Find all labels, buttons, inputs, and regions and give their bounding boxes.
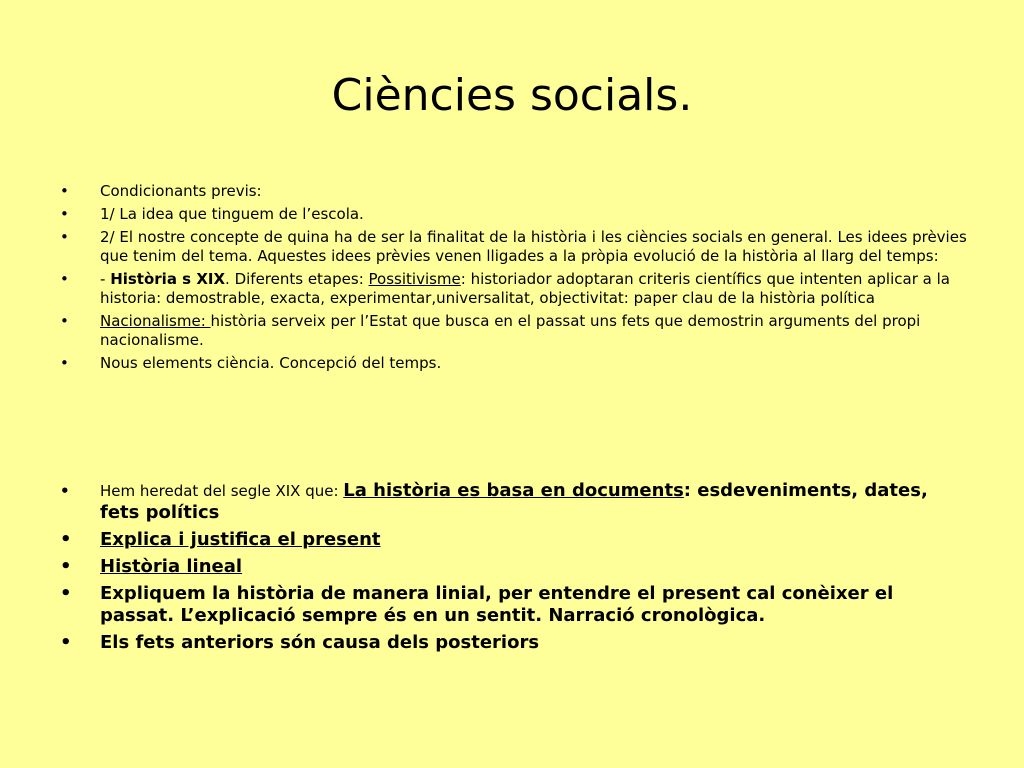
- bullet-icon: •: [60, 529, 72, 550]
- bullet-icon: •: [60, 228, 69, 246]
- list-item: [60, 480, 970, 524]
- item-underlined-term: La història es basa en documents: [343, 480, 684, 501]
- bullet-icon: •: [60, 270, 69, 288]
- item-text: Condicionants previs:: [100, 182, 262, 200]
- bullet-icon: •: [60, 205, 69, 223]
- item-bold-term: Història s XIX: [110, 270, 226, 288]
- bullet-icon: •: [60, 312, 69, 330]
- item-lead-text: Hem heredat del segle XIX que:: [100, 482, 344, 500]
- list-item: [60, 583, 970, 627]
- list-item: [60, 270, 970, 308]
- bullet-icon: •: [60, 482, 70, 500]
- item-prefix: -: [100, 270, 111, 288]
- list-item: [60, 312, 970, 350]
- item-text: 2/ El nostre concepte de quina ha de ser la finalitat de la història i les ciències socials en general. Les idees prèvies que tenim del tema. Aquestes idees prèvies venen lligades a la pròpia evolució de la història al llarg del temps:: [100, 228, 967, 265]
- bullet-icon: •: [60, 556, 72, 577]
- item-text: Nous elements ciència. Concepció del temps.: [100, 354, 442, 372]
- item-text: Els fets anteriors són causa dels posteriors: [100, 632, 540, 653]
- bullet-icon: •: [60, 583, 72, 604]
- list-item: [60, 556, 970, 578]
- item-underlined-term: Possitivisme: [368, 270, 461, 288]
- bullet-icon: •: [60, 354, 69, 372]
- list-item: [60, 228, 970, 266]
- bullet-list-conditions: [60, 182, 970, 377]
- item-rest-text: història serveix per l’Estat que busca en el passat uns fets que demostrin arguments del propi nacionalisme.: [100, 312, 921, 349]
- list-item: [60, 529, 970, 551]
- item-underlined-term: Explica i justifica el present: [100, 529, 381, 550]
- list-item: [60, 632, 970, 654]
- list-item: [60, 205, 970, 224]
- bullet-icon: •: [60, 182, 69, 200]
- item-underlined-term: Història lineal: [100, 556, 243, 577]
- item-rest-text: : esdeveniments, dates, fets polítics: [100, 480, 928, 523]
- item-text: 1/ La idea que tinguem de l’escola.: [100, 205, 364, 223]
- item-underlined-term: Nacionalisme:: [100, 312, 211, 330]
- bullet-icon: •: [60, 632, 72, 653]
- bullet-list-inheritance: [60, 480, 970, 659]
- item-text: Expliquem la història de manera linial, per entendre el present cal conèixer el passat. L’explicació sempre és en un sentit. Narració cronològica.: [100, 583, 894, 626]
- slide-title: Ciències socials.: [331, 70, 693, 121]
- list-item: [60, 354, 970, 373]
- list-item: [60, 182, 970, 201]
- item-mid-text: . Diferents etapes:: [225, 270, 369, 288]
- item-rest-text: : historiador adoptaran criteris científics que intenten aplicar a la historia: demostrable, exacta, experimentar,universalitat, objectivitat: paper clau de la història política: [100, 270, 950, 307]
